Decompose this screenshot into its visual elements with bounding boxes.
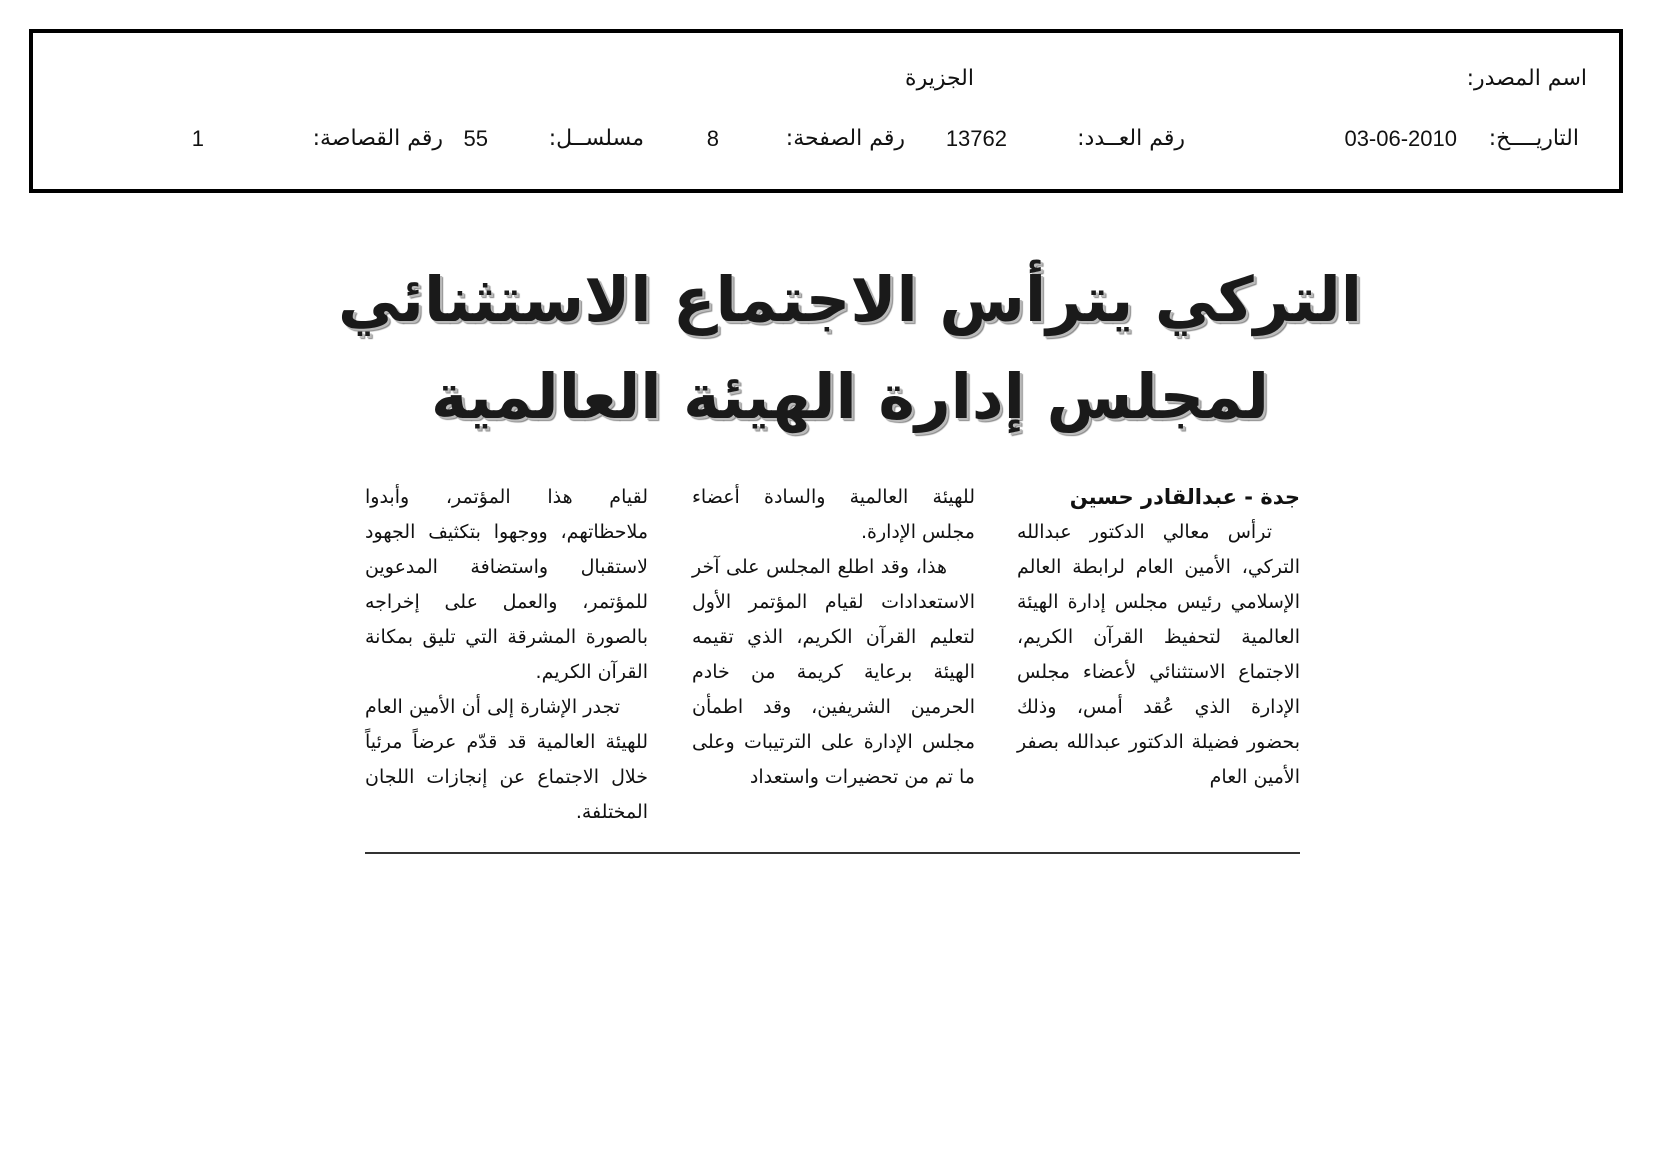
serial-label: مسلســل: — [548, 126, 644, 151]
article-column-2 — [692, 480, 975, 795]
source-value: الجزيرة — [905, 66, 974, 91]
date-label: التاريــــخ: — [1488, 126, 1579, 151]
paragraph: تجدر الإشارة إلى أن الأمين العام للهيئة العالمية قد قدّم عرضاً مرئياً خلال الاجتماع عن إنجازات اللجان المختلفة. — [365, 696, 648, 823]
metadata-row-details — [33, 119, 1619, 159]
clipping-value: 1 — [191, 126, 204, 151]
headline-line-1: التركي يترأس الاجتماع الاستثنائي — [337, 263, 1363, 336]
issue-value: 13762 — [945, 126, 1007, 151]
paragraph: لقيام هذا المؤتمر، وأبدوا ملاحظاتهم، ووجهوا بتكثيف الجهود لاستقبال واستضافة المدعوين للمؤتمر، والعمل على إخراجه بالصورة المشرقة التي تليق بمكانة القرآن الكريم. — [365, 486, 648, 683]
page-label: رقم الصفحة: — [785, 126, 905, 151]
paragraph: للهيئة العالمية والسادة أعضاء مجلس الإدارة. — [692, 486, 975, 543]
article-column-3 — [365, 480, 648, 830]
metadata-row-source — [33, 59, 1619, 99]
paragraph: هذا، وقد اطلع المجلس على آخر الاستعدادات لقيام المؤتمر الأول لتعليم القرآن الكريم، الذي تقيمه الهيئة برعاية كريمة من خادم الحرمين الشريفين، وقد اطمأن مجلس الإدارة على الترتيبات وعلى ما تم من تحضيرات واستعداد — [692, 556, 975, 788]
headline-line-2: لمجلس إدارة الهيئة العالمية — [430, 360, 1270, 433]
byline: جدة - عبدالقادر حسين — [1069, 485, 1300, 509]
issue-label: رقم العــدد: — [1077, 126, 1185, 151]
paragraph: ترأس معالي الدكتور عبدالله التركي، الأمين العام لرابطة العالم الإسلامي رئيس مجلس إدارة الهيئة العالمية لتحفيظ القرآن الكريم، الاجتماع الاستثنائي لأعضاء مجلس الإدارة الذي عُقد أمس، وذلك بحضور فضيلة الدكتور عبدالله بصفر الأمين العام — [1017, 521, 1300, 788]
clipping-label: رقم القصاصة: — [312, 126, 443, 151]
date-value: 03-06-2010 — [1344, 126, 1457, 151]
source-label: اسم المصدر: — [1466, 66, 1587, 91]
page-value: 8 — [706, 126, 719, 151]
article-end-rule — [365, 852, 1300, 854]
serial-value: 55 — [463, 126, 488, 151]
article-body — [365, 480, 1300, 840]
article-column-1 — [1017, 480, 1300, 795]
clipping-metadata-box — [29, 29, 1623, 193]
